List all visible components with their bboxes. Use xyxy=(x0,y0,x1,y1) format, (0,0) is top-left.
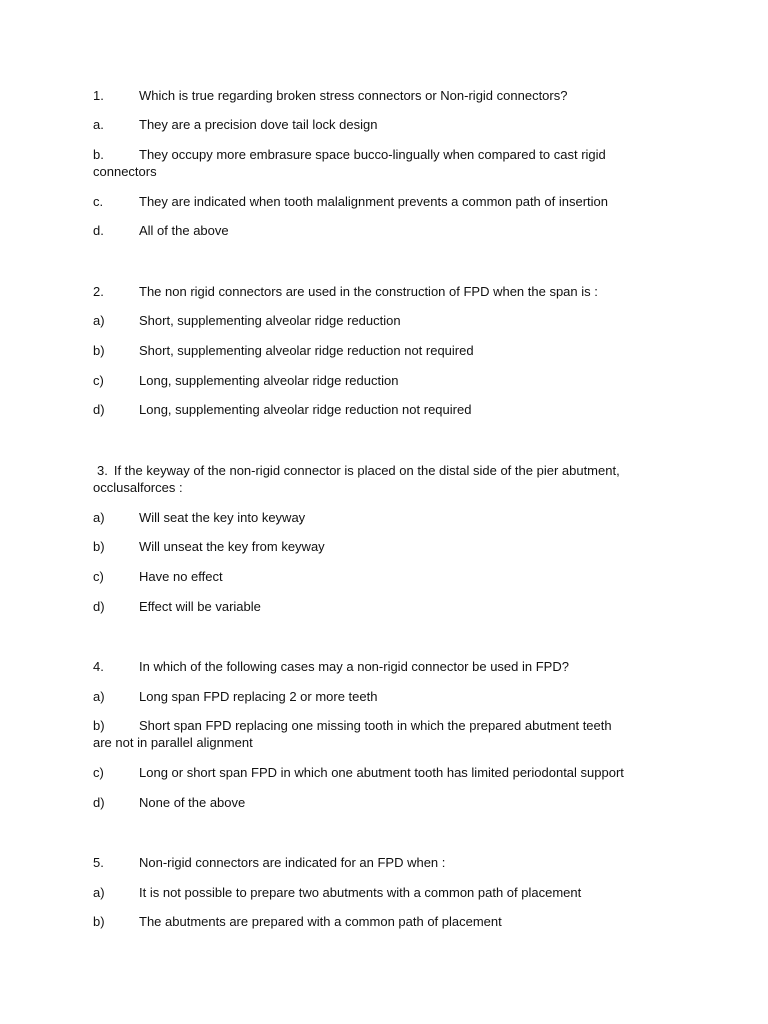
option-text-continuation: connectors xyxy=(93,164,157,179)
option-label: a) xyxy=(93,689,105,704)
option-text: All of the above xyxy=(139,223,229,238)
option-2d xyxy=(93,401,673,418)
option-5b xyxy=(93,913,673,930)
question-number: 4. xyxy=(93,659,104,674)
option-text: Long or short span FPD in which one abutment tooth has limited periodontal support xyxy=(139,765,624,780)
option-text: Long, supplementing alveolar ridge reduction xyxy=(139,373,399,388)
option-label: c) xyxy=(93,569,104,584)
question-text: The non rigid connectors are used in the construction of FPD when the span is : xyxy=(139,284,598,299)
option-text: Short, supplementing alveolar ridge reduction not required xyxy=(139,343,474,358)
option-label: b) xyxy=(93,914,105,929)
question-3-continuation xyxy=(93,479,673,496)
option-label: a) xyxy=(93,885,105,900)
option-label: b) xyxy=(93,539,105,554)
option-label: b) xyxy=(93,718,105,733)
option-text: It is not possible to prepare two abutments with a common path of placement xyxy=(139,885,582,900)
option-text: The abutments are prepared with a common path of placement xyxy=(139,914,502,929)
question-number: 3. xyxy=(97,463,108,478)
option-label: a. xyxy=(93,117,104,132)
option-4b xyxy=(93,717,673,734)
option-label: d) xyxy=(93,795,105,810)
option-label: c) xyxy=(93,373,104,388)
option-text: None of the above xyxy=(139,795,246,810)
option-2b xyxy=(93,342,673,359)
option-3c xyxy=(93,568,673,585)
question-number: 5. xyxy=(93,855,104,870)
option-3a xyxy=(93,509,673,526)
option-5a xyxy=(93,884,673,901)
option-label: d) xyxy=(93,599,105,614)
option-text: Have no effect xyxy=(139,569,223,584)
question-number: 2. xyxy=(93,284,104,299)
option-label: a) xyxy=(93,510,105,525)
option-text: Will unseat the key from keyway xyxy=(139,539,325,554)
option-4a xyxy=(93,688,673,705)
option-label: b. xyxy=(93,147,104,162)
option-1b xyxy=(93,146,673,163)
question-text: In which of the following cases may a non-rigid connector be used in FPD? xyxy=(139,659,569,674)
option-label: d) xyxy=(93,402,105,417)
option-label: c. xyxy=(93,194,104,209)
option-text-continuation: are not in parallel alignment xyxy=(93,735,253,750)
option-text: They are a precision dove tail lock design xyxy=(139,117,378,132)
option-text: Short span FPD replacing one missing tooth in which the prepared abutment teeth xyxy=(139,718,612,733)
option-text: Long, supplementing alveolar ridge reduction not required xyxy=(139,402,472,417)
question-4 xyxy=(93,658,673,675)
question-text: Non-rigid connectors are indicated for an FPD when : xyxy=(139,855,446,870)
option-1b-continuation xyxy=(93,163,673,180)
option-label: a) xyxy=(93,313,105,328)
option-4d xyxy=(93,794,673,811)
question-text: If the keyway of the non-rigid connector is placed on the distal side of the pier abutment, xyxy=(113,463,620,478)
option-1d xyxy=(93,222,673,239)
option-text: They are indicated when tooth malalignment prevents a common path of insertion xyxy=(139,194,608,209)
question-text: Which is true regarding broken stress connectors or Non-rigid connectors? xyxy=(139,88,568,103)
option-3b xyxy=(93,538,673,555)
question-text-continuation: occlusalforces : xyxy=(93,480,183,495)
option-1c xyxy=(93,193,673,210)
option-text: Effect will be variable xyxy=(139,599,261,614)
question-5 xyxy=(93,854,673,871)
option-text: Will seat the key into keyway xyxy=(139,510,306,525)
option-text: Long span FPD replacing 2 or more teeth xyxy=(139,689,378,704)
option-label: c) xyxy=(93,765,104,780)
option-2a xyxy=(93,312,673,329)
option-label: d. xyxy=(93,223,104,238)
option-text: Short, supplementing alveolar ridge reduction xyxy=(139,313,401,328)
option-4b-continuation xyxy=(93,734,673,751)
option-label: b) xyxy=(93,343,105,358)
option-text: They occupy more embrasure space bucco-lingually when compared to cast rigid xyxy=(139,147,606,162)
question-2 xyxy=(93,283,673,300)
question-1 xyxy=(93,87,673,104)
option-1a xyxy=(93,116,673,133)
option-4c xyxy=(93,764,673,781)
question-number: 1. xyxy=(93,88,104,103)
option-3d xyxy=(93,598,673,615)
option-2c xyxy=(93,372,673,389)
question-3 xyxy=(93,462,673,479)
